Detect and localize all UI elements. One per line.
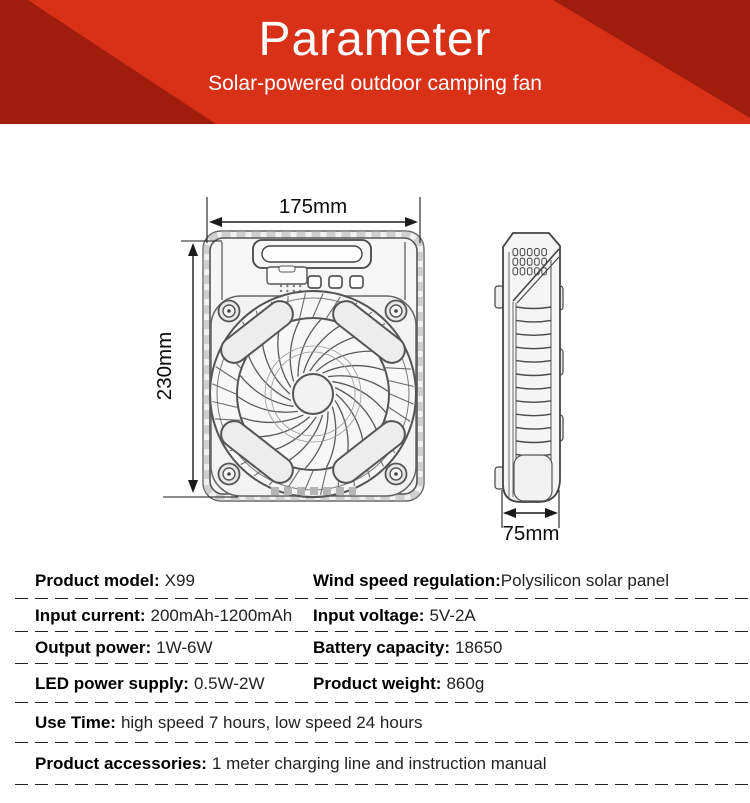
screw-top-left (219, 301, 240, 322)
table-row (15, 563, 748, 599)
fan-grille (210, 291, 416, 497)
page-title: Parameter (258, 13, 492, 66)
table-row (15, 743, 748, 785)
spec-product-model: Product model: X99 (35, 571, 195, 590)
spec-battery-capacity: Battery capacity: 18650 (313, 638, 503, 657)
table-row (15, 703, 748, 743)
screw-bottom-left (219, 464, 240, 485)
spec-use-time: Use Time: high speed 7 hours, low speed 24 hours (35, 713, 423, 732)
spec-table (15, 563, 748, 785)
spec-input-voltage: Input voltage: 5V-2A (313, 605, 476, 625)
spec-product-weight: Product weight: 860g (313, 673, 485, 693)
depth-dimension-label: 75mm (502, 522, 560, 545)
table-row (15, 664, 748, 703)
spec-led-power-supply: LED power supply: 0.5W-2W (35, 673, 265, 693)
spec-wind-speed-regulation: Wind speed regulation:Polysilicon solar panel (313, 571, 669, 590)
spec-product-accessories: Product accessories: 1 meter charging line and instruction manual (35, 754, 547, 773)
spec-output-power: Output power: 1W-6W (35, 638, 213, 657)
header-banner (0, 0, 750, 124)
page-subtitle: Solar-powered outdoor camping fan (208, 72, 542, 95)
side-view-drawing (495, 233, 563, 502)
width-dimension-label: 175mm (278, 195, 348, 218)
fan-button-3 (350, 276, 363, 288)
table-row (15, 632, 748, 664)
fan-button-2 (329, 276, 342, 288)
spec-input-current: Input current: 200mAh-1200mAh (35, 605, 293, 625)
table-row (15, 599, 748, 632)
screw-top-right (386, 301, 407, 322)
height-dimension-label: 230mm (153, 331, 176, 401)
front-view-drawing (203, 231, 424, 501)
screw-bottom-right (386, 464, 407, 485)
fan-hub (293, 374, 333, 414)
fan-button-1 (308, 276, 321, 288)
